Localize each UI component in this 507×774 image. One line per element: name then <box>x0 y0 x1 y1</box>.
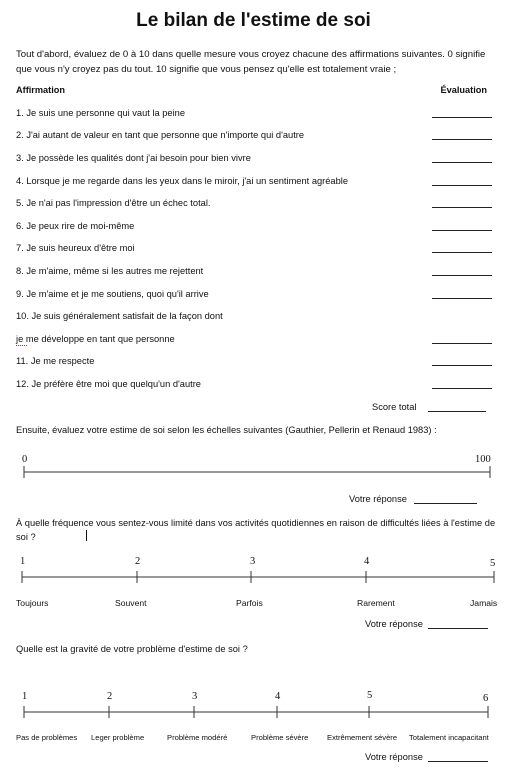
scale2-label-5: Jamais <box>470 598 498 608</box>
scale2-num-2: 2 <box>135 556 141 567</box>
scale3-num-4: 4 <box>275 691 281 702</box>
scale2-label-1: Toujours <box>16 598 49 608</box>
affirmation-header: Affirmation <box>16 85 65 95</box>
rating-blank-6[interactable] <box>432 230 492 231</box>
statement-2: 2. J'ai autant de valeur en tant que personne que n'importe qui d'autre <box>16 130 305 140</box>
statement-8: 8. Je m'aime, même si les autres me rejettent <box>16 266 204 276</box>
scale1-max: 100 <box>475 454 491 465</box>
scale3-response-label: Votre réponse <box>365 752 423 762</box>
evaluation-header: Évaluation <box>440 85 487 95</box>
scale2-num-3: 3 <box>250 556 256 567</box>
scale3-label-6: Totalement incapacitant <box>409 733 489 742</box>
rating-blank-12[interactable] <box>432 388 492 389</box>
scale3-num-5: 5 <box>367 690 373 701</box>
rating-blank-7[interactable] <box>432 252 492 253</box>
statement-4: 4. Lorsque je me regarde dans les yeux dans le miroir, j'ai un sentiment agréable <box>16 176 349 186</box>
rating-blank-8[interactable] <box>432 275 492 276</box>
statement-3: 3. Je possède les qualités dont j'ai besoin pour bien vivre <box>16 153 251 163</box>
scale2-num-1: 1 <box>20 556 26 567</box>
statement-11: 11. Je me respecte <box>16 356 95 366</box>
scale3-label-1: Pas de problèmes <box>16 733 78 742</box>
statement-10: 10. Je suis généralement satisfait de la façon dont <box>16 311 223 321</box>
scale2-response-blank[interactable] <box>428 628 488 629</box>
statement-1: 1. Je suis une personne qui vaut la peine <box>16 108 186 118</box>
scale2-label-2: Souvent <box>115 598 147 608</box>
scale1-line[interactable] <box>0 462 507 482</box>
intro-paragraph: Tout d'abord, évaluez de 0 à 10 dans quelle mesure vous croyez chacune des affirmations suivantes. 0 signifie que vous n'y croyez pas du tout. 10 signifie que vous pensez qu'elle est totalement vraie ; <box>16 49 486 75</box>
statement-5: 5. Je n'ai pas l'impression d'être un échec total. <box>16 198 211 208</box>
scale2-num-4: 4 <box>364 556 370 567</box>
score-total-label: Score total <box>372 402 417 412</box>
scale3-label-5: Extrêmement sévère <box>327 733 398 742</box>
scale3-label-3: Problème modéré <box>167 733 228 742</box>
scale3-line[interactable] <box>0 702 507 722</box>
text-cursor <box>86 530 87 541</box>
scale2-line[interactable] <box>0 567 507 587</box>
statement-6: 6. Je peux rire de moi-même <box>16 221 135 231</box>
scale3-num-3: 3 <box>192 691 198 702</box>
rating-blank-11[interactable] <box>432 365 492 366</box>
rating-blank-1[interactable] <box>432 117 492 118</box>
rating-blank-2[interactable] <box>432 139 492 140</box>
rating-blank-9[interactable] <box>432 298 492 299</box>
spellcheck-underline <box>16 345 27 346</box>
scale3-num-2: 2 <box>107 691 113 702</box>
scale3-response-blank[interactable] <box>428 761 488 762</box>
scale3-num-1: 1 <box>22 691 28 702</box>
scale3-label-2: Leger problème <box>91 733 145 742</box>
rating-blank-10[interactable] <box>432 343 492 344</box>
scale3-label-4: Problème sévère <box>251 733 309 742</box>
rating-blank-3[interactable] <box>432 162 492 163</box>
scale2-response-label: Votre réponse <box>365 619 423 629</box>
scale1-min: 0 <box>22 454 28 465</box>
statement-9: 9. Je m'aime et je me soutiens, quoi qu'il arrive <box>16 289 209 299</box>
statement-12: 12. Je préfère être moi que quelqu'un d'autre <box>16 379 201 389</box>
page-title: Le bilan de l'estime de soi <box>136 10 371 31</box>
scale2-label-4: Rarement <box>357 598 395 608</box>
question-frequency: À quelle fréquence vous sentez-vous limité dans vos activités quotidiennes en raison de difficultés liées à l'estime de soi ? <box>16 518 496 542</box>
scale2-num-5: 5 <box>490 558 496 569</box>
scale2-label-3: Parfois <box>236 598 263 608</box>
statement-10-continued: je me développe en tant que personne <box>16 334 175 344</box>
statement-7: 7. Je suis heureux d'être moi <box>16 243 135 253</box>
question-severity: Quelle est la gravité de votre problème d'estime de soi ? <box>16 644 248 654</box>
scale-intro: Ensuite, évaluez votre estime de soi selon les échelles suivantes (Gauthier, Pellerin et Renaud 1983) : <box>16 425 437 435</box>
scale3-num-6: 6 <box>483 693 489 704</box>
rating-blank-5[interactable] <box>432 207 492 208</box>
rating-blank-4[interactable] <box>432 185 492 186</box>
scale1-response-blank[interactable] <box>414 503 477 504</box>
score-total-blank[interactable] <box>428 411 486 412</box>
scale1-response-label: Votre réponse <box>349 494 407 504</box>
